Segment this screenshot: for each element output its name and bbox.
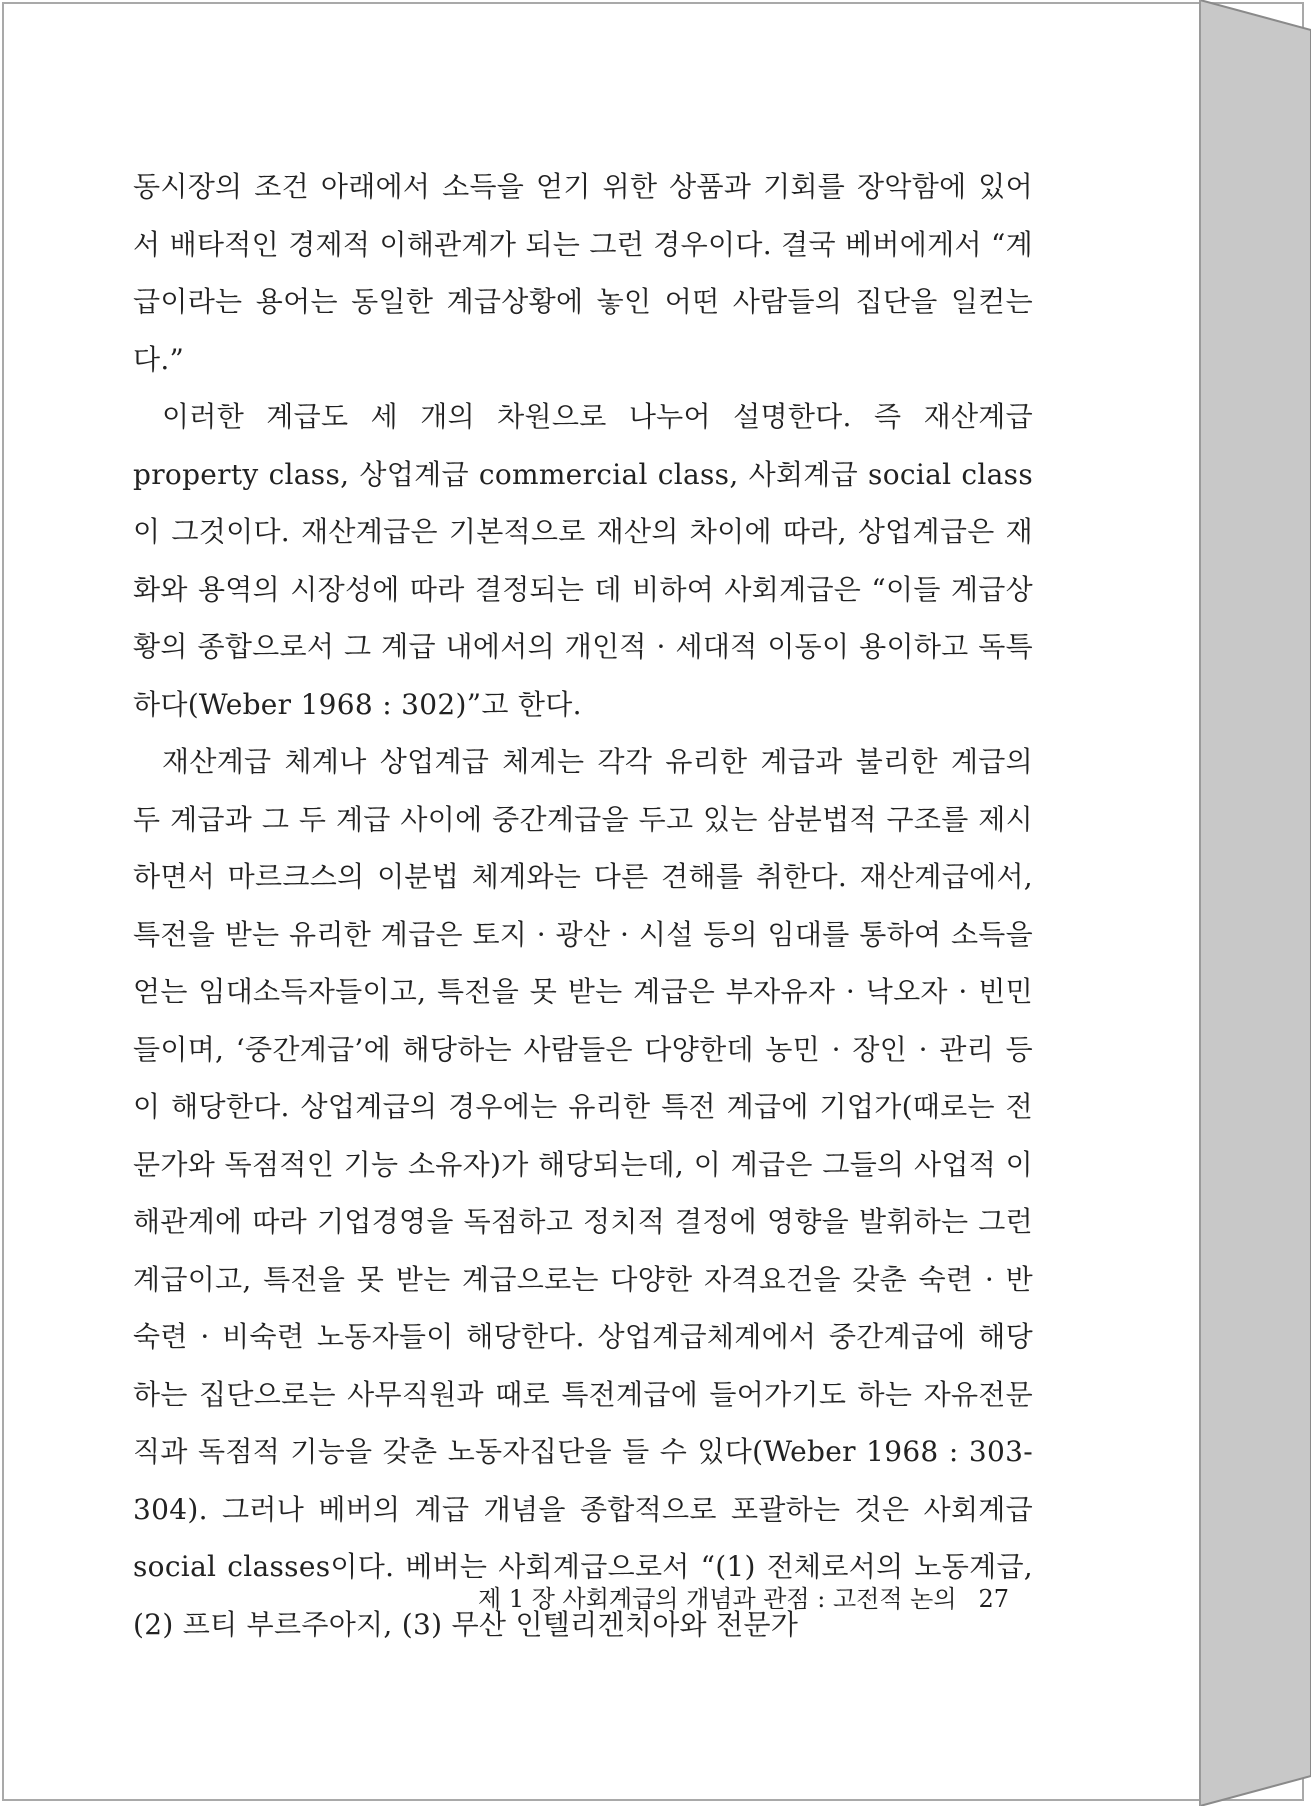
paragraph-class-dimensions: 이러한 계급도 세 개의 차원으로 나누어 설명한다. 즉 재산계급 property class, 상업계급 commercial class, 사회계급 social class이 그것이다. 재산계급은 기본적으로 재산의 차이에 따라, 상업계급은 재화와 용역의 시장성에 따라 결정되는 데 비하여 사회계급은 “이들 계급상황의 종합으로서 그 계급 내에서의 개인적 · 세대적 이동이 용이하고 독특하다(Weber 1968 : 302)”고 한다. (133, 400, 1033, 721)
running-head: 제 1 장 사회계급의 개념과 관점 : 고전적 논의 (478, 1585, 957, 1613)
body-text (133, 158, 1033, 1653)
book-side-panel (1200, 0, 1311, 1806)
page-number: 27 (978, 1585, 1010, 1613)
page-footer (478, 1579, 1009, 1619)
paragraph-continuation: 동시장의 조건 아래에서 소득을 얻기 위한 상품과 기회를 장악함에 있어서 배타적인 경제적 이해관계가 되는 그런 경우이다. 결국 베버에게서 “계급이라는 용어는 동일한 계급상황에 놓인 어떤 사람들의 집단을 일컫는다.” (133, 170, 1033, 376)
paragraph-class-systems: 재산계급 체계나 상업계급 체계는 각각 유리한 계급과 불리한 계급의 두 계급과 그 두 계급 사이에 중간계급을 두고 있는 삼분법적 구조를 제시하면서 마르크스의 이분법 체계와는 다른 견해를 취한다. 재산계급에서, 특전을 받는 유리한 계급은 토지 · 광산 · 시설 등의 임대를 통하여 소득을 얻는 임대소득자들이고, 특전을 못 받는 계급은 부자유자 · 낙오자 · 빈민들이며, ‘중간계급’에 해당하는 사람들은 다양한데 농민 · 장인 · 관리 등이 해당한다. 상업계급의 경우에는 유리한 특전 계급에 기업가(때로는 전문가와 독점적인 기능 소유자)가 해당되는데, 이 계급은 그들의 사업적 이해관계에 따라 기업경영을 독점하고 정치적 결정에 영향을 발휘하는 그런 계급이고, 특전을 못 받는 계급으로는 다양한 자격요건을 갖춘 숙련 · 반숙련 · 비숙련 노동자들이 해당한다. 상업계급체계에서 중간계급에 해당하는 집단으로는 사무직원과 때로 특전계급에 들어가기도 하는 자유전문직과 독점적 기능을 갖춘 노동자집단을 들 수 있다(Weber 1968 : 303-304). 그러나 베버의 계급 개념을 종합적으로 포괄하는 것은 사회계급 social classes이다. 베버는 사회계급으로서 “(1) 전체로서의 노동계급, (2) 프티 부르주아지, (3) 무산 인텔리겐치아와 전문가 (133, 745, 1033, 1641)
